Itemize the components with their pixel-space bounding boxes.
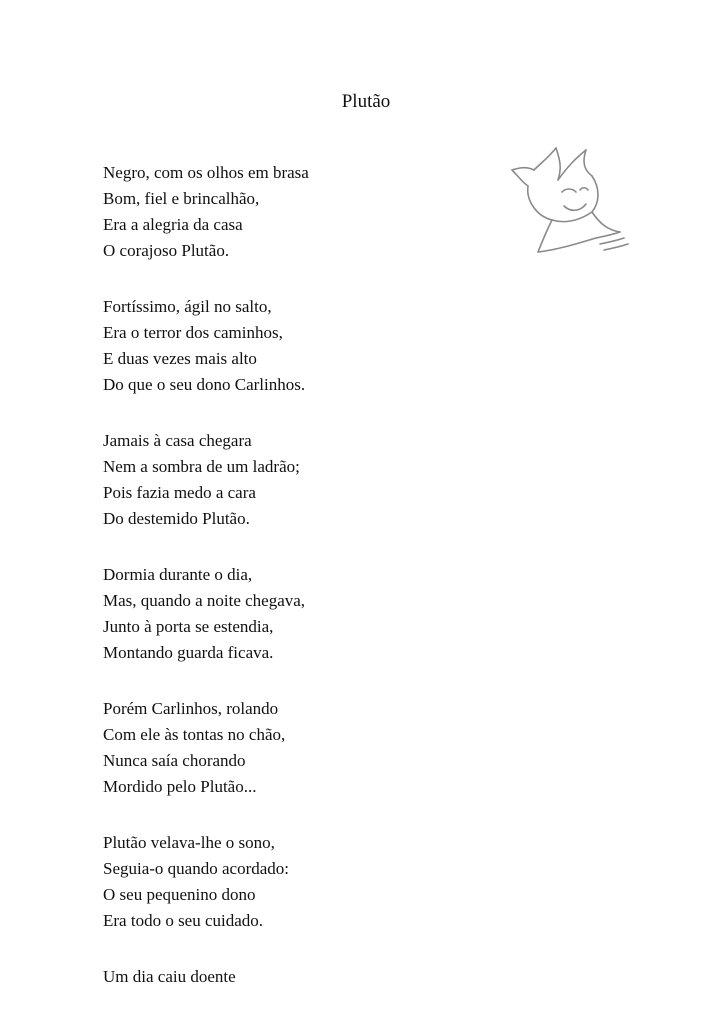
poem-line: Mas, quando a noite chegava, <box>103 591 306 610</box>
poem-title <box>0 90 728 114</box>
poem-line: Porém Carlinhos, rolando <box>103 699 279 718</box>
poem-line: Nunca saía chorando <box>103 751 246 770</box>
poem-line: O corajoso Plutão. <box>103 241 230 260</box>
poem-line: Plutão velava-lhe o sono, <box>103 833 275 852</box>
poem-line: Montando guarda ficava. <box>103 643 274 662</box>
poem-line: Negro, com os olhos em brasa <box>103 163 309 182</box>
poem-line: Fortíssimo, ágil no salto, <box>103 297 272 316</box>
stanza <box>103 562 463 666</box>
poem-line: Com ele às tontas no chão, <box>103 725 286 744</box>
poem-title-text: Plutão <box>341 91 391 112</box>
poem-line: E duas vezes mais alto <box>103 349 257 368</box>
stanza <box>103 428 463 532</box>
poem-line: Dormia durante o dia, <box>103 565 253 584</box>
poem-line: Do que o seu dono Carlinhos. <box>103 375 306 394</box>
stanza <box>103 160 463 264</box>
poem-line: Jamais à casa chegara <box>103 431 252 450</box>
poem-line: Bom, fiel e brincalhão, <box>103 189 260 208</box>
poem-line: O seu pequenino dono <box>103 885 256 904</box>
stanza <box>103 696 463 800</box>
poem-line: Era a alegria da casa <box>103 215 243 234</box>
poem-line: Mordido pelo Plutão... <box>103 777 257 796</box>
poem-line: Era o terror dos caminhos, <box>103 323 283 342</box>
poem-line: Pois fazia medo a cara <box>103 483 256 502</box>
poem-line: Seguia-o quando acordado: <box>103 859 289 878</box>
poem-line: Nem a sombra de um ladrão; <box>103 457 300 476</box>
stanza <box>103 294 463 398</box>
stanza <box>103 964 463 990</box>
poem-body <box>103 160 463 1020</box>
sketch-creature-icon <box>496 140 636 260</box>
poem-line: Do destemido Plutão. <box>103 509 250 528</box>
poem-line: Junto à porta se estendia, <box>103 617 274 636</box>
stanza <box>103 830 463 934</box>
poem-line: Era todo o seu cuidado. <box>103 911 264 930</box>
poem-line: Um dia caiu doente <box>103 967 236 986</box>
